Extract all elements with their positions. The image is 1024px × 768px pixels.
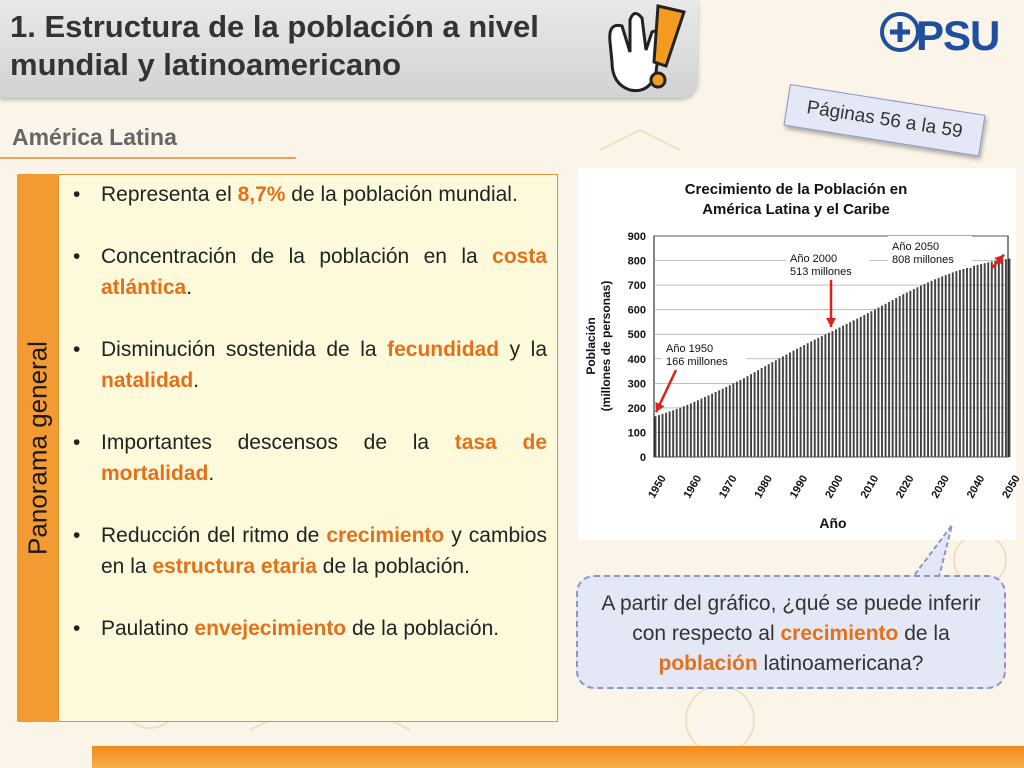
psu-logo (878, 8, 998, 62)
data-bar (711, 394, 713, 457)
side-tab-label: Panorama general (22, 341, 52, 555)
data-bar (980, 264, 982, 457)
data-bar (715, 392, 717, 457)
data-bar (832, 331, 834, 457)
data-bar (718, 390, 720, 457)
data-bar (754, 372, 756, 457)
text-segment: Reducción del ritmo de (101, 524, 327, 547)
text-segment: de la población mundial. (285, 183, 518, 206)
data-bar (902, 294, 904, 457)
data-bar (846, 324, 848, 457)
highlight-text: costa atlántica (101, 245, 547, 299)
logo-text: PSU (916, 12, 1000, 59)
data-bar (853, 320, 855, 457)
x-tick-label: 2010 (858, 473, 882, 501)
data-bar (927, 282, 929, 457)
data-bar (736, 382, 738, 457)
data-bar (1001, 260, 1003, 457)
x-tick-label: 1990 (787, 473, 811, 501)
data-bar (892, 300, 894, 457)
data-bar (973, 266, 975, 457)
y-tick-label: 100 (627, 427, 646, 440)
data-bar (722, 389, 724, 457)
x-tick-label: 2050 (1000, 473, 1023, 501)
data-bar (913, 289, 915, 457)
data-bar (732, 383, 734, 457)
data-bar (655, 416, 657, 457)
x-tick-label: 2040 (964, 473, 988, 501)
data-bar (998, 260, 1000, 457)
highlight-text: estructura etaria (152, 555, 317, 578)
data-bar (1009, 259, 1011, 457)
bullet-item (63, 334, 547, 396)
highlight-text: 8,7% (237, 183, 286, 206)
data-bar (952, 272, 954, 457)
data-bar (955, 271, 957, 457)
bullet-item (63, 241, 547, 303)
data-bar (704, 397, 706, 457)
data-bar (693, 402, 695, 457)
y-tick-label: 700 (627, 280, 646, 293)
bullet-item (63, 427, 547, 489)
data-bar (775, 360, 777, 457)
data-bar (916, 287, 918, 457)
data-bar (994, 261, 996, 457)
x-tick-label: 2020 (894, 473, 917, 501)
data-bar (842, 326, 844, 457)
pointing-hand-exclamation-icon (600, 2, 690, 98)
data-bar (807, 343, 809, 457)
data-bar (757, 370, 759, 457)
data-bar (987, 262, 989, 457)
text-segment: Paulatino (101, 617, 195, 640)
data-bar (970, 267, 972, 457)
annotation-value: 513 millones (790, 266, 852, 278)
data-bar (729, 385, 731, 457)
data-bar (824, 334, 826, 457)
data-bar (800, 347, 802, 457)
annotation-label: Año 2050 (892, 241, 940, 253)
data-bar (658, 415, 660, 457)
data-bar (895, 298, 897, 457)
data-bar (669, 412, 671, 457)
y-tick-label: 300 (627, 378, 646, 391)
data-bar (683, 406, 685, 457)
data-bar (885, 304, 887, 457)
text-segment: de la población. (316, 555, 470, 578)
text-segment: . (208, 462, 215, 485)
data-bar (924, 284, 926, 457)
bullet-item (63, 179, 547, 210)
y-axis-title-line1: Población (584, 317, 598, 375)
x-tick-label: 2000 (823, 473, 846, 501)
page-title: 1. Estructura de la población a nivel mundial y latinoamericano (10, 9, 539, 82)
data-bar (931, 281, 933, 457)
data-bar (796, 349, 798, 457)
bullet-item (63, 613, 547, 644)
data-bar (747, 376, 749, 457)
data-bar (764, 366, 766, 457)
data-bar (906, 292, 908, 457)
data-bar (888, 302, 890, 457)
data-bar (920, 286, 922, 457)
data-bar (860, 317, 862, 457)
data-bar (768, 364, 770, 457)
data-bar (803, 345, 805, 457)
section-divider (0, 157, 296, 159)
bullet-item (63, 520, 547, 582)
data-bar (743, 378, 745, 457)
data-bar (793, 351, 795, 457)
data-bar (690, 403, 692, 457)
data-bar (679, 408, 681, 457)
x-tick-label: 1960 (681, 473, 705, 501)
data-bar (966, 268, 968, 457)
data-bar (761, 368, 763, 457)
data-bar (934, 279, 936, 457)
data-bar (817, 338, 819, 457)
data-bar (676, 409, 678, 457)
y-tick-label: 600 (627, 304, 646, 317)
annotation-value: 166 millones (666, 356, 728, 368)
text-segment: y la (499, 338, 548, 361)
x-tick-label: 1950 (646, 473, 669, 501)
population-chart (578, 168, 1023, 540)
data-bar (977, 265, 979, 457)
data-bar (778, 358, 780, 457)
data-bar (849, 322, 851, 457)
highlight-text: fecundidad (387, 338, 500, 361)
pages-note: Páginas 56 a la 59 (783, 84, 985, 156)
y-tick-label: 400 (627, 353, 646, 366)
highlight-text: envejecimiento (194, 617, 347, 640)
highlight-text: crecimiento (326, 524, 445, 547)
data-bar (771, 362, 773, 457)
x-tick-label: 1980 (752, 473, 776, 501)
chart-svg (578, 168, 1023, 540)
text-segment: Disminución sostenida de la (101, 338, 388, 361)
text-segment: de la (898, 622, 950, 645)
data-bar (909, 291, 911, 457)
text-segment: latinoamericana? (757, 652, 924, 675)
data-bar (725, 387, 727, 457)
highlight-text: crecimiento (780, 622, 899, 645)
footer-bar (92, 746, 1024, 768)
data-bar (991, 262, 993, 457)
data-bar (672, 410, 674, 457)
data-bar (814, 340, 816, 457)
data-bar (697, 400, 699, 457)
section-title: América Latina (12, 124, 177, 150)
annotation-value: 808 millones (892, 254, 954, 266)
highlight-text: tasa de mortalidad (101, 431, 547, 485)
annotation-label: Año 1950 (666, 343, 714, 355)
x-tick-label: 1970 (717, 473, 740, 501)
y-tick-label: 900 (627, 231, 646, 243)
text-segment: y cambios en la (101, 524, 547, 578)
text-segment: Concentración de la población en la (101, 245, 493, 268)
y-tick-label: 500 (627, 329, 646, 342)
data-bar (828, 333, 830, 457)
text-segment: . (186, 276, 193, 299)
data-bar (701, 399, 703, 457)
data-bar (785, 354, 787, 457)
data-bar (835, 329, 837, 457)
text-segment: Importantes descensos de la (101, 431, 455, 454)
data-bar (789, 353, 791, 457)
data-bar (821, 336, 823, 457)
data-bar (899, 296, 901, 457)
data-bar (810, 341, 812, 457)
data-bar (938, 278, 940, 457)
annotation-label: Año 2000 (790, 253, 838, 265)
data-bar (856, 319, 858, 457)
chart-title-line2: América Latina y el Caribe (702, 201, 890, 218)
data-bar (984, 263, 986, 457)
data-bar (941, 276, 943, 457)
data-bar (945, 275, 947, 457)
data-bar (839, 327, 841, 457)
data-bar (782, 356, 784, 457)
data-bar (750, 374, 752, 457)
y-tick-label: 0 (639, 452, 646, 464)
y-tick-label: 200 (627, 402, 646, 415)
text-segment: Representa el (101, 183, 238, 206)
x-axis-title: Año (819, 515, 847, 531)
y-axis-title-line2: (millones de personas) (599, 280, 613, 412)
data-bar (881, 306, 883, 457)
data-bar (867, 313, 869, 457)
data-bar (948, 274, 950, 457)
bullets-panel (58, 174, 558, 722)
data-bar (959, 270, 961, 457)
text-segment: de la población. (346, 617, 500, 640)
data-bar (665, 413, 667, 457)
side-tab (17, 174, 58, 722)
data-bar (686, 405, 688, 457)
data-bar (870, 311, 872, 457)
title-banner (0, 0, 698, 98)
data-bar (708, 395, 710, 457)
data-bar (962, 269, 964, 457)
bubble-tail (902, 525, 972, 581)
highlight-text: natalidad (101, 369, 194, 392)
x-tick-label: 2030 (929, 473, 953, 501)
data-bar (878, 308, 880, 457)
data-bar (874, 309, 876, 457)
data-bar (863, 315, 865, 457)
bullet-list (63, 179, 547, 644)
chart-title-line1: Crecimiento de la Población en (684, 181, 908, 198)
data-bar (1005, 259, 1007, 457)
text-segment: . (193, 369, 200, 392)
highlight-text: población (658, 652, 758, 675)
data-bar (662, 414, 664, 457)
text-segment: A partir del gráfico, ¿qué se puede inferir con respecto al (601, 592, 981, 645)
y-tick-label: 800 (627, 255, 646, 268)
question-bubble (576, 575, 1006, 689)
data-bar (739, 380, 741, 457)
